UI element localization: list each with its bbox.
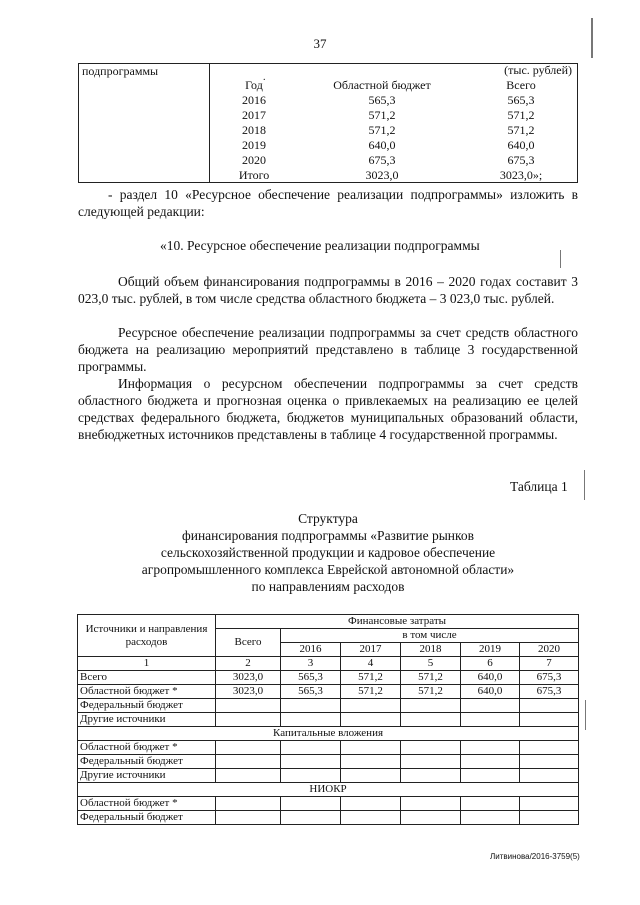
subprogram-label: подпрограммы — [82, 64, 159, 78]
unit-label: (тыс. рублей) — [504, 63, 572, 77]
financing-structure-table — [77, 614, 579, 825]
section-capital-investments: Капитальные вложения — [78, 727, 579, 741]
header-year: 2019 — [461, 643, 520, 657]
table-row: 2016 565,3 565,3 — [242, 93, 535, 107]
header-total: Всего — [506, 78, 536, 92]
table-row: Федеральный бюджет — [78, 699, 579, 713]
table-row: Федеральный бюджет — [78, 811, 579, 825]
scan-artifact — [585, 700, 586, 730]
paragraph-total-funding: Общий объем финансирования подпрограммы в 2016 – 2020 годах составит 3 023,0 тыс. рублей, в том числе средства областного бюджета – 3 023,0 тыс. рублей. — [78, 274, 578, 306]
scan-artifact — [591, 18, 593, 58]
budget-by-year-table — [210, 63, 576, 183]
scan-artifact — [584, 470, 585, 500]
header-financial-costs: Финансовые затраты — [216, 615, 579, 629]
header-including: в том числе — [281, 629, 579, 643]
section-heading: «10. Ресурсное обеспечение реализации подпрограммы — [160, 238, 480, 253]
footer-note: Литвинова/2016-3759(5) — [490, 852, 580, 861]
table-row: Областной бюджет * — [78, 741, 579, 755]
table-number: Таблица 1 — [510, 479, 568, 494]
table-row: Другие источники — [78, 713, 579, 727]
table-row: 2017 571,2 571,2 — [242, 108, 535, 122]
intro-line: - раздел 10 «Ресурсное обеспечение реализации подпрограммы» изложить в следующей редакции: — [78, 187, 578, 219]
table-row: Федеральный бюджет — [78, 755, 579, 769]
header-regional-budget: Областной бюджет — [333, 78, 431, 92]
scan-artifact — [560, 250, 561, 268]
header-year: 2016 — [281, 643, 341, 657]
table-row: Другие источники — [78, 769, 579, 783]
table-row: Областной бюджет * — [78, 797, 579, 811]
section-rnd: НИОКР — [78, 783, 579, 797]
stray-dot: . — [263, 72, 266, 83]
table-row: Всего 3023,0 565,3 571,2 571,2 640,0 675,3 — [78, 671, 579, 685]
structure-title: Структура финансирования подпрограммы «Развитие рынков сельскохозяйственной продукции и кадровое обеспечение агропромышленного комплекса Еврейской автономной области» по направлениям расходов — [141, 511, 515, 594]
paragraph-resource-info: Информация о ресурсном обеспечении подпрограммы за счет средств областного бюджета и прогнозная оценка о привлекаемых на реализацию ее целей средствах федерального бюджета, бюджетов муниципальных образований области, внебюджетных источников представлены в таблице 4 государственной программы. — [78, 376, 578, 442]
header-year: 2017 — [341, 643, 401, 657]
table-row: 2019 640,0 640,0 — [242, 138, 535, 152]
page-number: 37 — [313, 36, 327, 51]
table-row-total: Итого 3023,0 3023,0»; — [238, 168, 543, 182]
header-sources: Источники и направления расходов — [78, 615, 216, 657]
table-row: 2020 675,3 675,3 — [242, 153, 535, 167]
column-number-row: 1 2 3 4 5 6 7 — [78, 657, 579, 671]
header-year: 2018 — [401, 643, 461, 657]
header-year: Год — [245, 78, 263, 92]
table-row: 2018 571,2 571,2 — [242, 123, 535, 137]
table-row: Областной бюджет * 3023,0 565,3 571,2 571,2 640,0 675,3 — [78, 685, 579, 699]
header-total-col: Всего — [216, 629, 281, 657]
header-year: 2020 — [520, 643, 579, 657]
paragraph-regional-resources: Ресурсное обеспечение реализации подпрограммы за счет средств областного бюджета на реализацию мероприятий представлено в таблице 3 государственной программы. — [78, 325, 578, 374]
